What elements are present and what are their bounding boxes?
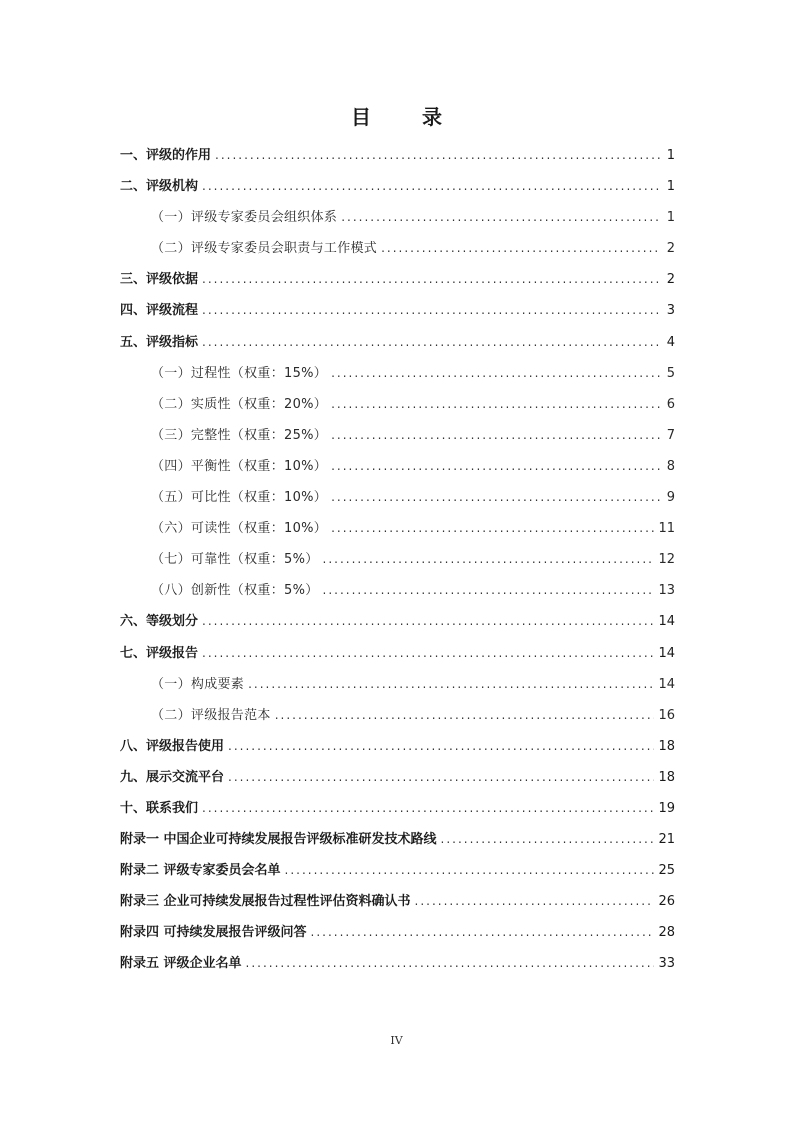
toc-entry-title: （八）创新性（权重：5%） xyxy=(151,583,319,599)
toc-entry-title: （一）评级专家委员会组织体系 xyxy=(151,210,338,226)
toc-entry-title: （一）构成要素 xyxy=(151,676,245,692)
toc-entry-page-number: 25 xyxy=(658,863,675,879)
toc-entry[interactable] xyxy=(120,451,675,482)
dot-leader xyxy=(275,700,655,731)
dot-leader xyxy=(202,606,654,637)
toc-entry-title: 六、等级划分 xyxy=(120,614,199,630)
toc-entry-title: （三）完整性（权重：25%） xyxy=(151,427,328,443)
toc-entry-page-number: 5 xyxy=(666,365,675,381)
toc-entry[interactable] xyxy=(120,855,675,886)
toc-entry-page-number: 14 xyxy=(658,645,675,661)
toc-entry[interactable] xyxy=(120,793,675,824)
toc-entry[interactable] xyxy=(120,638,675,669)
dot-leader xyxy=(331,389,661,420)
toc-entry-title: 三、评级依据 xyxy=(120,272,199,288)
toc-entry-page-number: 14 xyxy=(658,614,675,630)
toc-entry-page-number: 12 xyxy=(658,552,675,568)
page-number-footer: IV xyxy=(390,1034,403,1047)
toc-entry-page-number: 13 xyxy=(658,583,675,599)
toc-entry-page-number: 19 xyxy=(658,800,675,816)
toc-entry[interactable] xyxy=(120,948,675,979)
toc-entry[interactable] xyxy=(120,700,675,731)
dot-leader xyxy=(202,295,661,326)
toc-entry[interactable] xyxy=(120,544,675,575)
toc-entry-page-number: 2 xyxy=(666,272,675,288)
toc-entry-page-number: 18 xyxy=(658,738,675,754)
toc-entry[interactable] xyxy=(120,358,675,389)
toc-entry-title: 七、评级报告 xyxy=(120,645,199,661)
dot-leader xyxy=(202,638,654,669)
toc-entry[interactable] xyxy=(120,264,675,295)
toc-entry-page-number: 14 xyxy=(658,676,675,692)
dot-leader xyxy=(215,140,661,171)
toc-entry-page-number: 6 xyxy=(666,396,675,412)
toc-entry-title: （一）过程性（权重：15%） xyxy=(151,365,328,381)
dot-leader xyxy=(285,855,655,886)
toc-entry-title: 二、评级机构 xyxy=(120,179,199,195)
table-of-contents xyxy=(120,140,675,980)
toc-entry-title: 附录五 评级企业名单 xyxy=(120,956,242,972)
toc-entry-title: 九、展示交流平台 xyxy=(120,769,225,785)
toc-entry-page-number: 28 xyxy=(658,925,675,941)
dot-leader xyxy=(202,264,661,295)
dot-leader xyxy=(202,327,661,358)
toc-entry[interactable] xyxy=(120,731,675,762)
toc-entry[interactable] xyxy=(120,420,675,451)
toc-entry-title: （二）实质性（权重：20%） xyxy=(151,396,328,412)
toc-entry-title: 五、评级指标 xyxy=(120,334,199,350)
page-title: 目 录 xyxy=(351,105,464,129)
toc-entry-page-number: 9 xyxy=(666,490,675,506)
toc-entry-title: 附录三 企业可持续发展报告过程性评估资料确认书 xyxy=(120,894,411,910)
toc-entry[interactable] xyxy=(120,327,675,358)
toc-entry-title: 十、联系我们 xyxy=(120,800,199,816)
toc-entry[interactable] xyxy=(120,762,675,793)
dot-leader xyxy=(331,482,661,513)
toc-entry-title: （四）平衡性（权重：10%） xyxy=(151,458,328,474)
dot-leader xyxy=(415,886,655,917)
toc-entry-title: 附录四 可持续发展报告评级问答 xyxy=(120,925,307,941)
toc-entry-page-number: 2 xyxy=(666,241,675,257)
toc-entry[interactable] xyxy=(120,140,675,171)
toc-entry-title: 八、评级报告使用 xyxy=(120,738,225,754)
dot-leader xyxy=(202,171,661,202)
toc-entry-title: 附录一 中国企业可持续发展报告评级标准研发技术路线 xyxy=(120,832,437,848)
toc-entry-title: （二）评级报告范本 xyxy=(151,707,271,723)
dot-leader xyxy=(381,233,661,264)
dot-leader xyxy=(228,731,654,762)
dot-leader xyxy=(331,513,654,544)
toc-entry[interactable] xyxy=(120,575,675,606)
dot-leader xyxy=(341,202,661,233)
toc-entry[interactable] xyxy=(120,606,675,637)
toc-entry-page-number: 1 xyxy=(666,210,675,226)
toc-entry-title: （六）可读性（权重：10%） xyxy=(151,521,328,537)
dot-leader xyxy=(323,544,655,575)
dot-leader xyxy=(248,669,654,700)
dot-leader xyxy=(202,793,654,824)
toc-entry[interactable] xyxy=(120,669,675,700)
dot-leader xyxy=(441,824,655,855)
dot-leader xyxy=(331,420,661,451)
dot-leader xyxy=(311,917,655,948)
toc-entry[interactable] xyxy=(120,202,675,233)
toc-entry-page-number: 16 xyxy=(658,707,675,723)
toc-entry[interactable] xyxy=(120,389,675,420)
toc-entry-page-number: 8 xyxy=(666,458,675,474)
toc-entry[interactable] xyxy=(120,482,675,513)
toc-entry-title: （五）可比性（权重：10%） xyxy=(151,490,328,506)
toc-entry-page-number: 18 xyxy=(658,769,675,785)
toc-entry-title: （二）评级专家委员会职责与工作模式 xyxy=(151,241,378,257)
toc-entry-title: 附录二 评级专家委员会名单 xyxy=(120,863,281,879)
toc-entry-page-number: 7 xyxy=(666,427,675,443)
dot-leader xyxy=(228,762,654,793)
toc-entry[interactable] xyxy=(120,295,675,326)
toc-entry[interactable] xyxy=(120,513,675,544)
toc-entry[interactable] xyxy=(120,171,675,202)
toc-entry[interactable] xyxy=(120,917,675,948)
toc-entry-page-number: 3 xyxy=(666,303,675,319)
toc-entry-title: 一、评级的作用 xyxy=(120,148,212,163)
toc-entry[interactable] xyxy=(120,824,675,855)
toc-entry-title: （七）可靠性（权重：5%） xyxy=(151,552,319,568)
toc-entry[interactable] xyxy=(120,886,675,917)
toc-entry-page-number: 21 xyxy=(658,832,675,848)
toc-entry-page-number: 26 xyxy=(658,894,675,910)
dot-leader xyxy=(323,575,655,606)
toc-entry-page-number: 1 xyxy=(666,148,675,163)
toc-entry-title: 四、评级流程 xyxy=(120,303,199,319)
toc-entry-page-number: 4 xyxy=(666,334,675,350)
dot-leader xyxy=(331,358,661,389)
toc-entry-page-number: 1 xyxy=(666,179,675,195)
toc-entry[interactable] xyxy=(120,233,675,264)
toc-entry-page-number: 33 xyxy=(658,956,675,972)
toc-entry-page-number: 11 xyxy=(658,521,675,537)
dot-leader xyxy=(246,948,655,979)
dot-leader xyxy=(331,451,661,482)
